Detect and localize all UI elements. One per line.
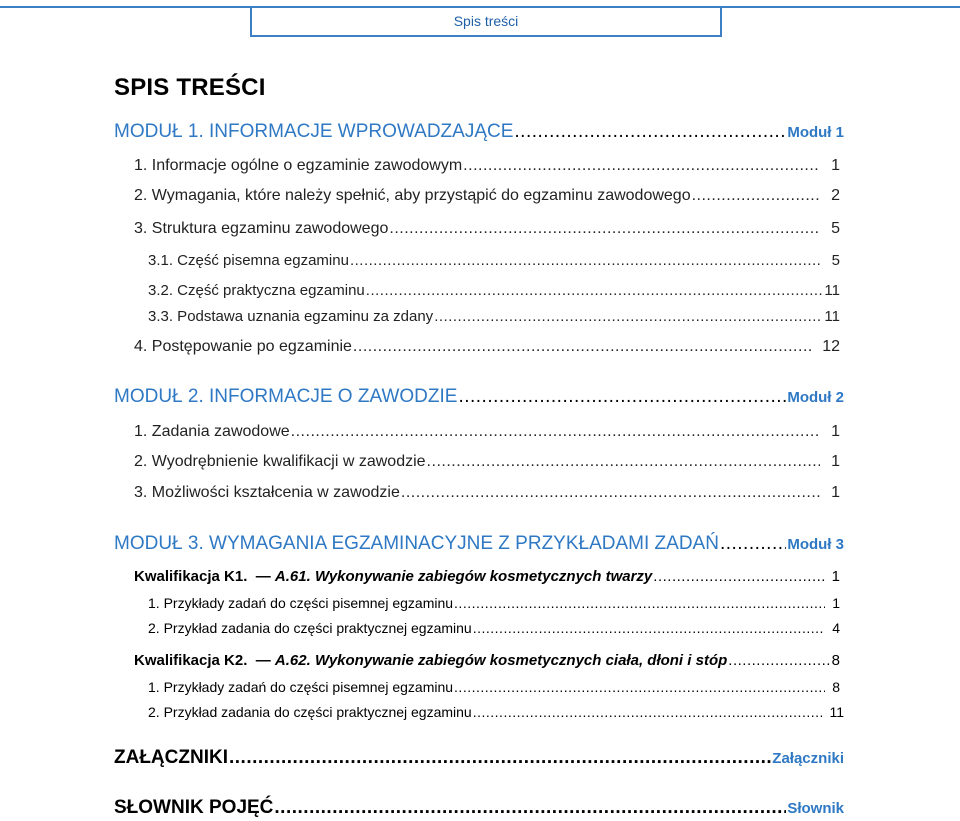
qualification-page: 1 — [831, 568, 840, 585]
toc-entry-label: 3.3. Podstawa uznania egzaminu za zdany — [148, 308, 434, 325]
toc-entry-label: 2. Przykład zadania do części praktycznej egzaminu — [148, 704, 472, 720]
dot-leader — [463, 157, 820, 175]
toc-entry[interactable] — [148, 595, 840, 611]
toc-entry-label: 2. Wymagania, które należy spełnić, aby przystąpić do egzaminu zawodowego — [134, 187, 691, 204]
toc-module-3[interactable] — [114, 533, 844, 555]
dot-leader — [653, 568, 824, 585]
qualification-code: Kwalifikacja K1. — [134, 568, 248, 585]
header-rule-left — [0, 6, 250, 8]
dot-leader — [434, 308, 823, 325]
toc-entry[interactable] — [134, 220, 840, 238]
toc-module-2[interactable] — [114, 386, 844, 408]
toc-entry[interactable] — [148, 704, 844, 720]
toc-entry[interactable] — [148, 679, 840, 695]
toc-qualification-k2[interactable] — [134, 652, 840, 669]
toc-entry-label: 1. Przykłady zadań do części pisemnej egzaminu — [148, 595, 454, 611]
module-1-prefix: MODUŁ 1. — [114, 121, 204, 142]
module-2-title: INFORMACJE O ZAWODZIE — [209, 386, 458, 407]
toc-entry[interactable] — [134, 484, 840, 502]
toc-qualification-k1[interactable] — [134, 568, 840, 585]
toc-entry-label: 3.2. Część praktyczna egzaminu — [148, 282, 365, 299]
toc-entry[interactable] — [134, 157, 840, 175]
toc-entry[interactable] — [148, 308, 840, 325]
dot-leader — [458, 386, 786, 408]
toc-entry-label: 2. Przykład zadania do części praktycznej egzaminu — [148, 620, 472, 636]
toc-entry[interactable] — [148, 282, 840, 299]
module-3-prefix: MODUŁ 3. — [114, 533, 204, 554]
dot-leader — [229, 747, 771, 769]
toc-entry-page: 1 — [831, 484, 840, 501]
glossary-page: Słownik — [787, 800, 844, 817]
qualification-name: Wykonywanie zabiegów kosmetycznych twarzy — [314, 568, 653, 585]
module-3-page: Moduł 3 — [787, 536, 844, 553]
module-3-title: WYMAGANIA EGZAMINACYJNE Z PRZYKŁADAMI ZADAŃ — [209, 533, 719, 554]
toc-entry-label: 4. Postępowanie po egzaminie — [134, 338, 352, 355]
dot-leader — [427, 453, 821, 471]
toc-entry-label: 3. Możliwości kształcenia w zawodzie — [134, 484, 400, 501]
toc-entry-label: 1. Zadania zawodowe — [134, 423, 290, 440]
dot-leader — [353, 338, 811, 356]
toc-entry-page: 11 — [824, 308, 840, 325]
toc-entry[interactable] — [134, 338, 840, 356]
qualification-symbol: A.62. — [274, 652, 311, 669]
module-2-prefix: MODUŁ 2. — [114, 386, 204, 407]
dot-leader — [389, 220, 820, 238]
toc-entry-label: 2. Wyodrębnienie kwalifikacji w zawodzie — [134, 453, 426, 470]
glossary-label: SŁOWNIK POJĘĆ — [114, 797, 274, 818]
toc-entry-page: 1 — [831, 453, 840, 470]
toc-entry-label: 1. Informacje ogólne o egzaminie zawodowym — [134, 157, 463, 174]
dot-leader — [274, 797, 786, 819]
dot-leader — [473, 704, 823, 720]
qualification-symbol: A.61. — [274, 568, 311, 585]
toc-entry-page: 1 — [831, 157, 840, 174]
toc-entry[interactable] — [148, 252, 840, 269]
qualification-page: 8 — [831, 652, 840, 669]
toc-entry[interactable] — [134, 453, 840, 471]
dot-leader — [728, 652, 830, 669]
dot-leader — [350, 252, 821, 269]
dot-leader — [454, 679, 825, 695]
toc-entry-page: 5 — [831, 220, 840, 237]
toc-entry-page: 11 — [829, 704, 844, 720]
toc-entry-label: 3. Struktura egzaminu zawodowego — [134, 220, 389, 237]
dot-leader — [366, 282, 824, 299]
toc-entry-page: 4 — [832, 620, 840, 636]
module-2-page: Moduł 2 — [787, 389, 844, 406]
toc-glossary[interactable] — [114, 797, 844, 819]
toc-title: SPIS TREŚCI — [114, 74, 266, 101]
toc-entry-label: 1. Przykłady zadań do części pisemnej egzaminu — [148, 679, 454, 695]
toc-entry-page: 1 — [832, 595, 840, 611]
toc-entry-page: 1 — [831, 423, 840, 440]
toc-entry-page: 8 — [832, 679, 840, 695]
toc-entry-page: 5 — [831, 252, 840, 269]
qualification-dash: — — [251, 568, 275, 585]
dot-leader — [720, 533, 786, 555]
dot-leader — [473, 620, 825, 636]
qualification-code: Kwalifikacja K2. — [134, 652, 248, 669]
toc-module-1[interactable] — [114, 121, 844, 143]
module-1-page: Moduł 1 — [787, 124, 844, 141]
toc-appendix[interactable] — [114, 747, 844, 769]
header-rule-right — [722, 6, 960, 8]
appendix-label: ZAŁĄCZNIKI — [114, 747, 228, 768]
dot-leader — [454, 595, 825, 611]
toc-entry[interactable] — [134, 187, 840, 205]
header-tab — [250, 6, 722, 37]
qualification-name: Wykonywanie zabiegów kosmetycznych ciała, dłoni i stóp — [314, 652, 728, 669]
toc-entry[interactable] — [148, 620, 840, 636]
toc-entry-page: 2 — [831, 187, 840, 204]
header-title: Spis treści — [453, 13, 519, 29]
toc-entry-page: 11 — [824, 282, 840, 299]
dot-leader — [692, 187, 821, 205]
dot-leader — [401, 484, 820, 502]
toc-entry-label: 3.1. Część pisemna egzaminu — [148, 252, 349, 269]
appendix-page: Załączniki — [772, 750, 844, 767]
toc-entry-page: 12 — [822, 338, 840, 355]
qualification-dash: — — [251, 652, 275, 669]
dot-leader — [514, 121, 786, 143]
module-1-title: INFORMACJE WPROWADZAJĄCE — [209, 121, 514, 142]
dot-leader — [291, 423, 820, 441]
toc-entry[interactable] — [134, 423, 840, 441]
